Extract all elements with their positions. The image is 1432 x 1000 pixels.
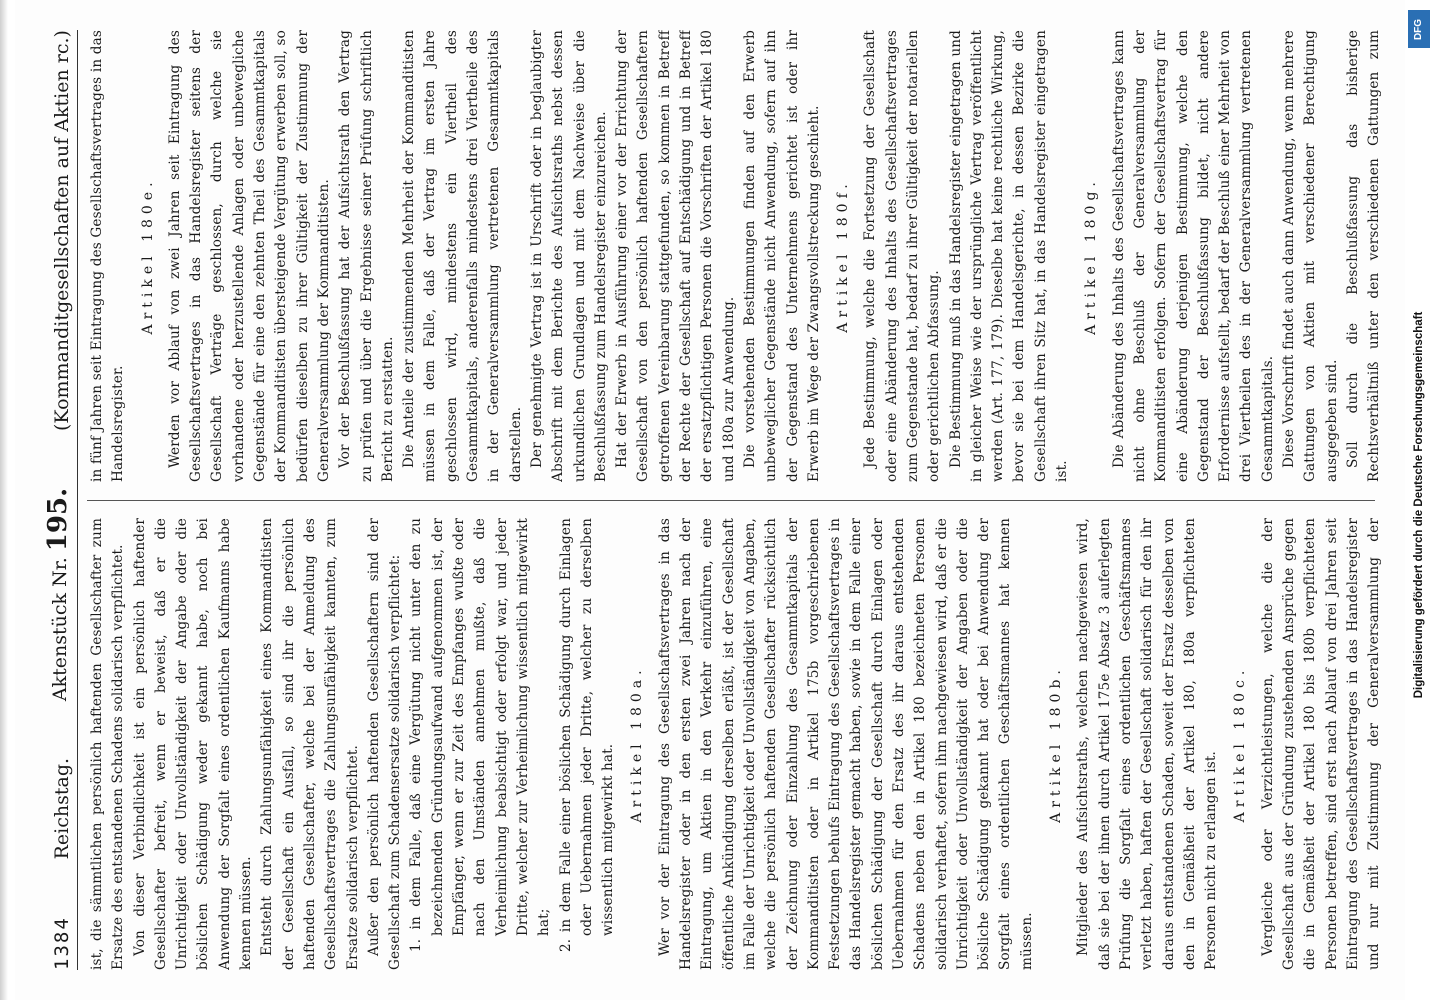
paragraph: Der genehmigte Vertrag ist in Urschrift oder in beglaubigter Abschrift mit dem Berichte des Aufsichtsraths nebst dessen urkundlichen Grundlagen und mit dem Nachweise über die Beschlußfassung zum Handelsregister einzureichen. (528, 30, 609, 482)
right-column (87, 30, 1385, 482)
paragraph: Von dieser Verbindlichkeit ist ein persönlich haftender Gesellschafter befreit, wenn er beweist, daß er die Unrichtigkeit oder Unvollständigkeit der Angabe oder die böslichen Schädigung weder gekannt habe, noch bei Anwendung der Sorgfalt eines ordentlichen Kaufmanns habe kennen müssen. (131, 518, 255, 970)
header-right-label: (Kommanditgesellschaften auf Aktien rc.) (51, 30, 73, 432)
list-item: 1. in dem Falle, daß eine Vergütung nicht unter den zu bezeichnenden Gründungsaufwand aufgenommen ist, der Empfänger, wenn er zur Zeit des Empfanges wußte oder nach den Umständen annehmen mußte, daß die Verheimlichung beabsichtigt oder erfolgt war, und jeder Dritte, welcher zur Verheimlichung wissentlich mitgewirkt hat; (408, 518, 553, 952)
column-divider (87, 500, 1375, 501)
article-heading: Artikel 180e. (139, 177, 156, 335)
paragraph: in fünf Jahren seit Eintragung des Gesellschaftsvertrages in das Handelsregister. (89, 30, 127, 482)
article-heading: Artikel 180b. (1048, 665, 1065, 823)
paragraph: Diese Vorschrift findet auch dann Anwendung, wenn mehrere Gattungen von Aktien mit verschiedener Berechtigung ausgegeben sind. (1281, 30, 1340, 482)
document-page (15, 0, 1405, 1000)
paragraph: Die vorstehenden Bestimmungen finden auf den Erwerb unbeweglicher Gegenstände nicht Anwendung, sofern auf ihn der Gegenstand des Unternehmens gerichtet ist oder ihr Erwerb im Wege der Zwangsvollstreckung geschieht. (741, 30, 822, 482)
left-column (87, 518, 1385, 970)
dfg-logo: DFG (1408, 10, 1430, 48)
scan-edge-shadow (0, 0, 8, 1000)
paragraph: Vor der Beschlußfassung hat der Aufsichtsrath den Vertrag zu prüfen und über die Ergebnisse seiner Prüfung schriftlich Bericht zu erstatten. (337, 30, 396, 482)
article-heading: Artikel 180c. (1232, 665, 1249, 823)
paragraph: Die Bestimmung muß in das Handelsregister eingetragen und in gleicher Weise wie der ursprüngliche Vertrag veröffentlicht werden (Art. 177, 179). Dieselbe hat keine rechtliche Wirkung, bevor sie bei dem Handelsgerichte, in dessen Bezirke die Gesellschaft ihren Sitz hat, in das Handelsregister eingetragen ist. (947, 30, 1071, 482)
page-header (33, 30, 78, 970)
header-center-label: Aktenstück Nr. (49, 557, 71, 702)
header-left-label: Reichstag. (51, 757, 73, 860)
article-heading: Artikel 180g. (1083, 177, 1100, 335)
paragraph: Wer vor der Eintragung des Gesellschaftsvertrages in das Handelsregister oder in den ersten zwei Jahren nach der Eintragung, um Aktien in den Verkehr einzuführen, eine öffentliche Ankündigung derselben erläßt, ist der Gesellschaft im Falle der Unrichtigkeit oder Unvollständigkeit von Angaben, welche die persönlich haftenden Gesellschafter rücksichtlich der Zeichnung oder Einzahlung des Gesammtkapitals der Kommanditisten oder in Artikel 175b vorgeschriebenen Festsetzungen behufs Eintragung des Gesellschaftsvertrages in das Handelsregister gemacht haben, sowie in dem Falle einer böslichen Schädigung der Gesellschaft durch Einlagen oder Uebernahmen für den Ersatz des ihr daraus entstehenden Schadens neben den in Artikel 180 bezeichneten Personen solidarisch verhaftet, sofern ihm nachgewiesen wird, daß er die Unrichtigkeit oder Unvollständigkeit der Angaben oder die bösliche Schädigung gekannt hat oder bei Anwendung der Sorgfalt eines ordentlichen Geschäftsmannes hat kennen müssen. (656, 518, 1035, 970)
header-title (43, 488, 73, 701)
paragraph: ist, die sämmtlichen persönlich haftenden Gesellschafter zum Ersatze des entstandenen Schadens solidarisch verpflichtet. (89, 518, 127, 970)
digitization-note-text: Digitalisierung gefördert durch die Deutsche Forschungsgemeinschaft (1413, 311, 1425, 699)
paragraph: Die Abänderung des Inhalts des Gesellschaftsvertrages kann nicht ohne Beschluß der Generalversammlung der Kommanditisten erfolgen. Sofern der Gesellschaftsvertrag für eine Abänderung derjenigen Bestimmung, welche den Gegenstand der Beschlußfassung bildet, nicht andere Erfordernisse aufstellt, bedarf der Beschluß einer Mehrheit von drei Viertheilen des in der Generalversammlung vertretenen Gesammtkapitals. (1110, 30, 1276, 482)
list-item: 2. in dem Falle einer böslichen Schädigung durch Einlagen oder Uebernahmen jeder Dritte, welcher zu derselben wissentlich mitgewirkt hat. (557, 518, 617, 952)
paragraph: Jede Bestimmung, welche die Fortsetzung der Gesellschaft oder eine Abänderung des Inhalts des Gesellschaftsvertrages zum Gegenstande hat, bedarf zu ihrer Gültigkeit der notariellen oder gerichtlichen Abfassung. (862, 30, 943, 482)
paragraph: Hat der Erwerb in Ausführung einer vor der Errichtung der Gesellschaft von den persönlich haftenden Gesellschaftern getroffenen Vereinbarung stattgefunden, so kommen in Betreff der Rechte der Gesellschaft auf Entschädigung und in Betreff der ersatzpflichtigen Personen die Vorschriften der Artikel 180 und 180a zur Anwendung. (614, 30, 737, 482)
digitization-note (1408, 10, 1430, 1000)
article-heading: Artikel 180a. (629, 665, 646, 823)
paragraph: Die Anteile der zustimmenden Mehrheit der Kommanditisten müssen in dem Falle, daß der Vertrag im ersten Jahre geschlossen wird, mindestens ein Viertheil des Gesammtkapitals, anderenfalls mindestens drei Viertheile des in der Generalversammlung vertretenen Gesammtkapitals darstellen. (401, 30, 524, 482)
paragraph: Vergleiche oder Verzichtleistungen, welche die der Gesellschaft aus der Gründung zustehenden Ansprüche gegen die in Gemäßheit der Artikel 180 bis 180b verpflichteten Personen betreffen, sind erst nach Ablauf von drei Jahren seit Eintragung des Gesellschaftsvertrages in das Handelsregister und nur mit Zustimmung der Generalversammlung der (1259, 518, 1383, 970)
paragraph: Entsteht durch Zahlungsunfähigkeit eines Kommanditisten der Gesellschaft ein Ausfall, so sind ihr die persönlich haftenden Gesellschafter, welche bei der Anmeldung des Gesellschaftsvertrages die Zahlungsunfähigkeit kannten, zum Ersatze solidarisch verpflichtet. (259, 518, 361, 970)
paragraph: Soll durch die Beschlußfassung das bisherige Rechtsverhältniß unter den verschiedenen Gattungen zum (1344, 30, 1383, 482)
paragraph: Werden vor Ablauf von zwei Jahren seit Eintragung des Gesellschaftsvertrages in das Handelsregister seitens der Gesellschaft Verträge geschlossen, durch welche sie vorhandene oder herzustellende Anlagen oder unbewegliche Gegenstände für eine den zehnten Theil des Gesammtkapitals der Kommanditisten übersteigende Vergütung erwerben soll, so bedürfen dieselben zu ihrer Gültigkeit der Zustimmung der Generalversammlung der Kommanditisten. (166, 30, 332, 482)
paragraph: Mitglieder des Aufsichtsraths, welchen nachgewiesen wird, daß sie bei der ihnen durch Artikel 175e Absatz 3 auferlegten Prüfung die Sorgfalt eines ordentlichen Geschäftsmannes verletzt haben, haften der Gesellschaft solidarisch für den ihr daraus entstandenen Schaden, soweit der Ersatz desselben von den in Gemäßheit der Artikel 180, 180a verpflichteten Personen nicht zu erlangen ist. (1075, 518, 1220, 970)
document-number: 195. (43, 487, 73, 552)
paragraph: Außer den persönlich haftenden Gesellschaftern sind der Gesellschaft zum Schadensersatze solidarisch verpflichtet: (365, 518, 404, 970)
article-heading: Artikel 180f. (835, 179, 852, 333)
page-number: 1384 (51, 916, 73, 970)
